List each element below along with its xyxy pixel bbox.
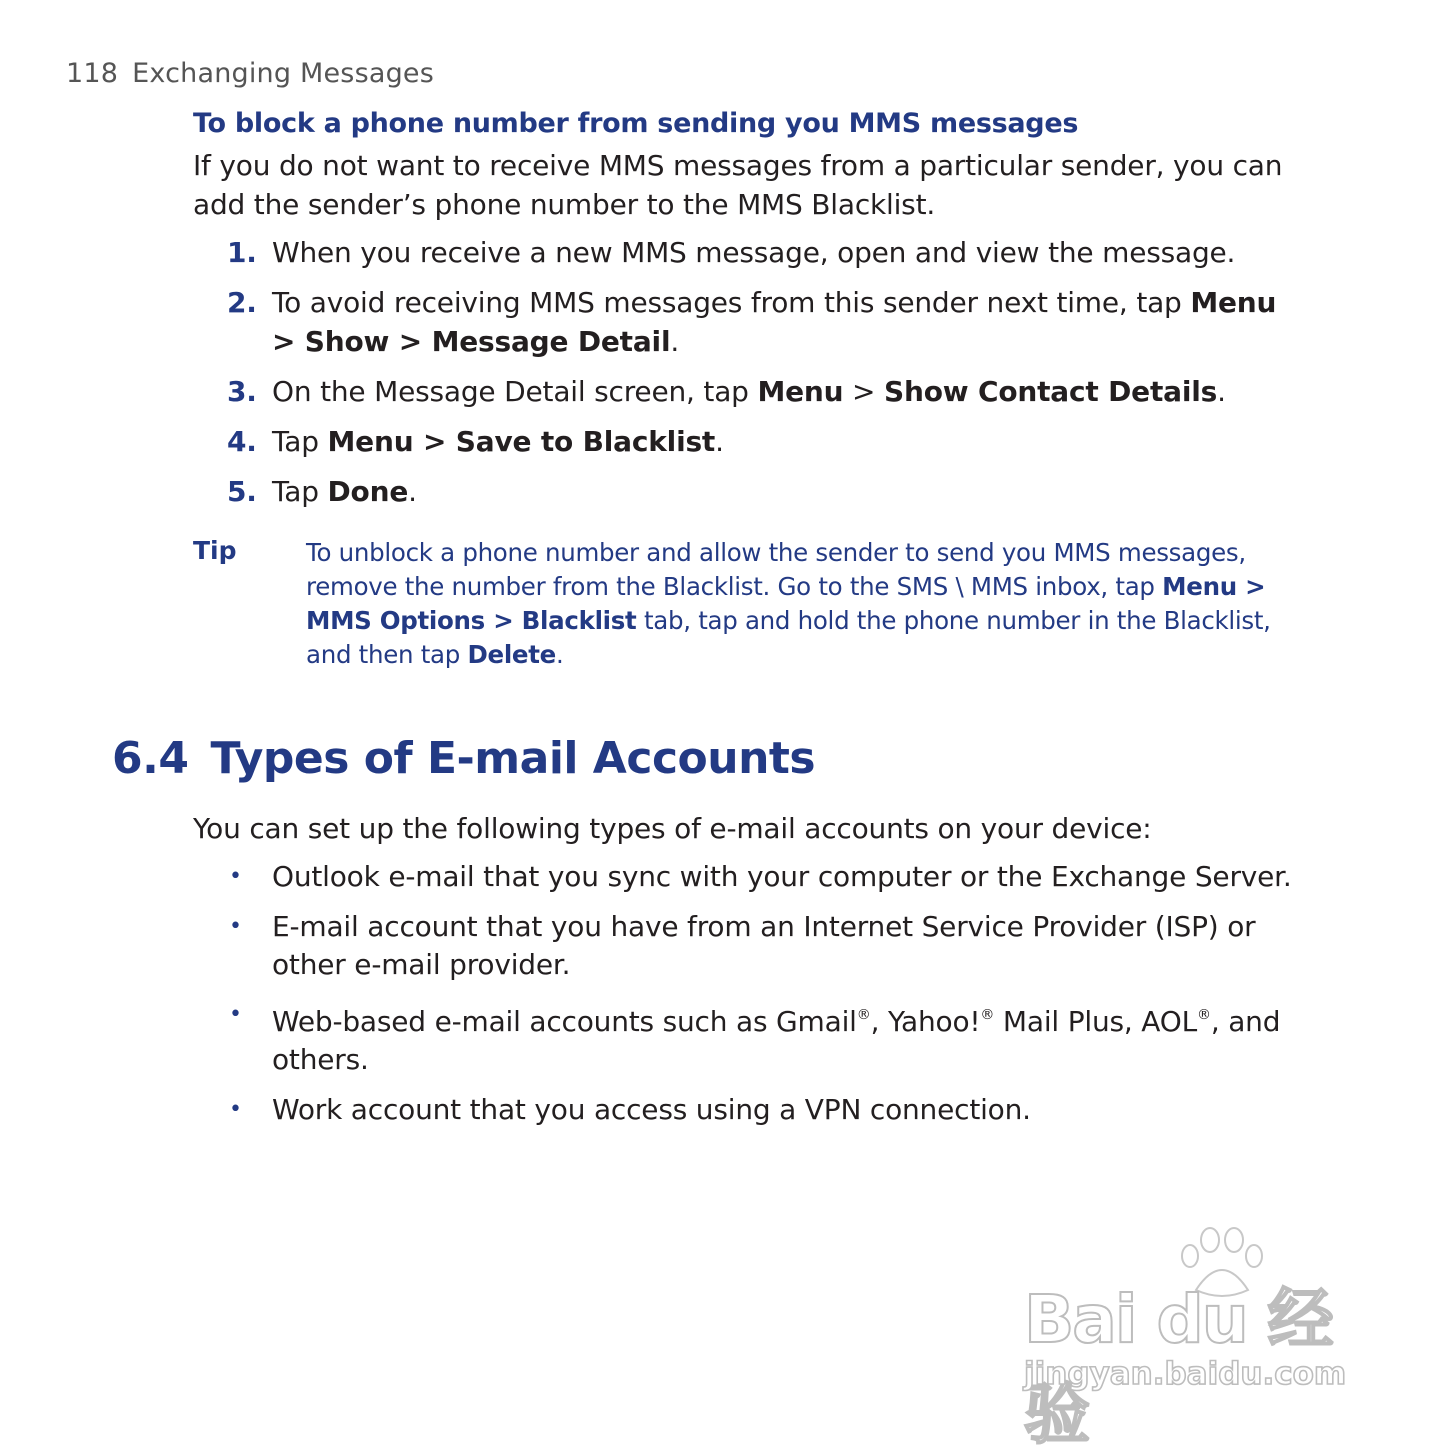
step-text: On the Message Detail screen, tap <box>272 375 758 408</box>
step-text: > <box>843 375 885 408</box>
step-item <box>193 233 1303 272</box>
chapter-title: Exchanging Messages <box>132 58 434 89</box>
list-item-text: Web-based e-mail accounts such as Gmail®, Yahoo!® Mail Plus, AOL®, and others. <box>272 1005 1281 1076</box>
step-number: 2. <box>227 286 257 319</box>
block-section-intro: If you do not want to receive MMS messages from a particular sender, you can add the sender’s phone number to the MMS Blacklist. <box>193 149 1283 221</box>
section-heading <box>112 733 815 784</box>
watermark-url: jingyan.baidu.com <box>1024 1356 1347 1392</box>
step-text: . <box>670 325 680 358</box>
step-text: To avoid receiving MMS messages from this sender next time, tap <box>272 286 1191 319</box>
section-intro: You can set up the following types of e-mail accounts on your device: <box>193 812 1152 845</box>
step-text: Tap <box>272 475 328 508</box>
section-number: 6.4 <box>112 733 189 784</box>
step-command: Menu > Show > Message Detail <box>272 286 1277 358</box>
step-item <box>193 472 1303 511</box>
list-item <box>193 996 1303 1079</box>
step-text: When you receive a new MMS message, open and view the message. <box>272 236 1236 269</box>
step-command: Menu > Save to Blacklist <box>327 425 716 458</box>
tip-label: Tip <box>193 536 237 565</box>
list-item-text: E-mail account that you have from an Internet Service Provider (ISP) or other e-mail provider. <box>272 910 1256 981</box>
bullet-icon: • <box>229 864 242 889</box>
step-text: . <box>408 475 417 508</box>
step-text: . <box>715 425 724 458</box>
list-item <box>193 1091 1303 1129</box>
tip-command: Delete <box>467 640 556 669</box>
baidu-watermark <box>1020 1222 1360 1453</box>
bullet-icon: • <box>229 1097 242 1122</box>
step-number: 3. <box>227 375 257 408</box>
step-text: Tap <box>272 425 328 458</box>
step-number: 5. <box>227 475 257 508</box>
watermark-brand: Bai du 经验 <box>1024 1281 1332 1453</box>
steps-list <box>193 233 1303 511</box>
step-number: 4. <box>227 425 257 458</box>
step-number: 1. <box>227 236 257 269</box>
tip-text: To unblock a phone number and allow the sender to send you MMS messages, remove the number from the Blacklist. Go to the SMS \ MMS inbox, tap Menu > MMS Options > Blacklist tab, tap and hold the phone number in the Blacklist, and then tap Delete. <box>306 538 1271 669</box>
account-types-list <box>193 858 1303 1129</box>
registered-mark: ® <box>856 1007 871 1023</box>
step-command: Show Contact Details <box>884 375 1218 408</box>
step-item <box>193 283 1303 361</box>
bullet-icon: • <box>229 914 242 939</box>
step-item <box>193 422 1303 461</box>
step-item <box>193 372 1303 411</box>
bullet-icon: • <box>229 1002 242 1027</box>
list-item <box>193 908 1303 984</box>
registered-mark: ® <box>1197 1007 1211 1023</box>
list-item-text: Outlook e-mail that you sync with your computer or the Exchange Server. <box>272 860 1292 893</box>
block-section-heading: To block a phone number from sending you MMS messages <box>193 108 1079 139</box>
page-number: 118 <box>66 58 119 89</box>
section-title: Types of E-mail Accounts <box>210 733 816 784</box>
step-command: Menu <box>757 375 844 408</box>
list-item <box>193 858 1303 896</box>
registered-mark: ® <box>980 1007 995 1023</box>
step-text: . <box>1217 375 1226 408</box>
tip-box <box>193 536 1303 672</box>
list-item-text: Work account that you access using a VPN connection. <box>272 1093 1031 1126</box>
tip-command: Menu > MMS Options > Blacklist <box>306 572 1266 635</box>
running-header <box>66 58 434 89</box>
step-command: Done <box>327 475 409 508</box>
